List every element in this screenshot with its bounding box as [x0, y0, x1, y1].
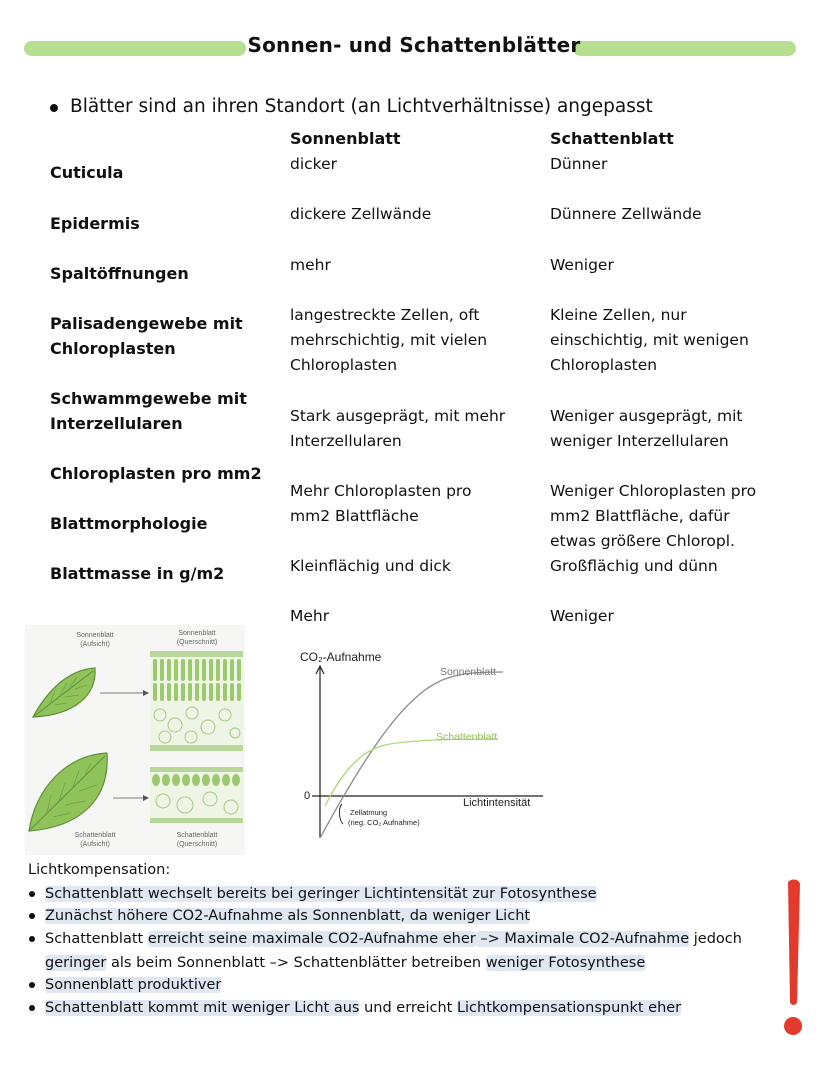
graph-x-label: Lichtintensität [463, 797, 531, 809]
graph-y-label: CO₂-Aufnahme [300, 650, 382, 664]
lead-text: Blätter sind an ihren Standort (an Lichtverhältnisse) angepasst [70, 96, 653, 117]
graph-note-zellatmung: Zellatmung [350, 808, 388, 817]
row-label-blattmasse: Blattmasse in g/m2 [50, 564, 225, 583]
label-schattenblatt-querschnitt: Schattenblatt [176, 832, 218, 839]
row-label-blattmorphologie: Blattmorphologie [50, 514, 208, 533]
row-label-chloroplasten: Chloroplasten pro mm2 [50, 464, 262, 483]
lk-item-5c: Lichtkompensationspunkt eher [456, 1000, 682, 1016]
sun-leaf-cross-section [150, 651, 243, 751]
label-schattenblatt-querschnitt-2: (Querschnitt) [176, 841, 218, 848]
lk-item-2 [45, 905, 530, 927]
graph-zero: 0 [304, 790, 311, 802]
row-label-spaltoeffnungen: Spaltöffnungen [50, 264, 189, 283]
lk-item-3-cont [45, 952, 645, 974]
sonnen-cell-epidermis: dickere Zellwände [290, 205, 432, 223]
col-header-sonnenblatt: Sonnenblatt [290, 129, 401, 148]
sonnenblatt-curve-label: Sonnenblatt [440, 666, 497, 678]
schatten-cell-morphologie: Großflächig und dünn [550, 557, 718, 575]
schatten-cell-masse: Weniger [550, 607, 614, 625]
lk-item-1 [45, 883, 597, 905]
row-label-epidermis: Epidermis [50, 214, 140, 233]
co2-graph [298, 640, 548, 840]
sonnenblatt-curve [320, 672, 503, 838]
sonnen-cell-spalt: mehr [290, 256, 331, 274]
lk-item-3c: maximale CO2-Aufnahme eher [251, 931, 476, 947]
row-label-schwammgewebe-2: Interzellularen [50, 414, 183, 433]
lk-item-3d: –> Maximale CO2-Aufnahme [475, 931, 690, 947]
lk-item-3b: erreicht seine [147, 931, 252, 947]
lk-item-3a: Schattenblatt [45, 931, 148, 947]
sonnen-cell-palisaden: langestreckte Zellen, oft mehrschichtig, mit vielen Chloroplasten [290, 306, 488, 374]
sonnen-cell-schwamm: Stark ausgeprägt, mit mehr Interzellularen [290, 407, 506, 450]
bullet-icon [29, 913, 35, 919]
lichtkompensation-title: Lichtkompensation: [28, 862, 171, 878]
page-title: Sonnen- und Schattenblätter [247, 33, 581, 57]
bullet-icon [29, 982, 35, 988]
lk-item-5 [45, 997, 681, 1019]
zellatmung-bracket [339, 804, 343, 824]
row-label-schwammgewebe: Schwammgewebe mit [50, 389, 247, 408]
label-schattenblatt-aufsicht-2: (Aufsicht) [80, 841, 110, 848]
sonnen-cell-morphologie: Kleinflächig und dick [290, 557, 451, 575]
lk-item-5b: und erreicht [359, 1000, 457, 1016]
row-label-palisadengewebe: Palisadengewebe mit [50, 314, 243, 333]
label-sonnenblatt-querschnitt: Sonnenblatt [178, 630, 216, 637]
schatten-cell-palisaden: Kleine Zellen, nur einschichtig, mit wenigen Chloroplasten [550, 306, 749, 374]
lk-item-3f: geringer [45, 955, 107, 971]
bullet-icon [50, 104, 58, 112]
schatten-cell-epidermis: Dünnere Zellwände [550, 205, 702, 223]
shade-leaf-cross-section [150, 767, 243, 823]
lk-item-3 [45, 928, 742, 950]
schatten-cell-chloroplasten: Weniger Chloroplasten pro mm2 Blattfläche, dafür etwas größere Chloropl. [550, 482, 757, 550]
lk-item-3e: jedoch [689, 931, 742, 947]
sonnen-cell-chloroplasten: Mehr Chloroplasten pro mm2 Blattfläche [290, 482, 472, 525]
lk-item-5a: Schattenblatt kommt mit weniger Licht aus [45, 1000, 360, 1016]
graph-note-neg: (neg. CO₂ Aufnahme) [348, 818, 420, 827]
lk-item-4-text: Sonnenblatt produktiver [45, 977, 222, 993]
label-schattenblatt-aufsicht: Schattenblatt [74, 832, 116, 839]
sonnen-cell-masse: Mehr [290, 607, 330, 625]
lk-item-1-text: Schattenblatt wechselt bereits bei geringer Lichtintensität zur Fotosynthese [45, 886, 597, 902]
label-sonnenblatt-aufsicht-2: (Aufsicht) [80, 641, 110, 648]
label-sonnenblatt-aufsicht: Sonnenblatt [76, 632, 114, 639]
bullet-icon [29, 936, 35, 942]
bullet-icon [29, 891, 35, 897]
label-sonnenblatt-querschnitt-2: (Querschnitt) [176, 639, 218, 646]
schatten-cell-cuticula: Dünner [550, 155, 608, 173]
lk-item-3g: als beim Sonnenblatt –> Schattenblätter betreiben [106, 955, 486, 971]
sonnen-cell-cuticula: dicker [290, 155, 337, 173]
bullet-icon [29, 1005, 35, 1011]
row-label-cuticula: Cuticula [50, 163, 124, 182]
lk-item-2-text: Zunächst höhere CO2-Aufnahme als Sonnenblatt, da weniger Licht [45, 908, 531, 924]
schatten-cell-spalt: Weniger [550, 256, 614, 274]
row-label-palisadengewebe-2: Chloroplasten [50, 339, 176, 358]
lk-item-4 [45, 974, 221, 996]
col-header-schattenblatt: Schattenblatt [550, 129, 674, 148]
leaf-illustration [25, 625, 245, 855]
lk-item-3h: weniger Fotosynthese [485, 955, 646, 971]
schatten-cell-schwamm: Weniger ausgeprägt, mit weniger Interzellularen [550, 407, 743, 450]
exclamation-icon [780, 878, 806, 1038]
schattenblatt-curve-label: Schattenblatt [436, 731, 498, 743]
